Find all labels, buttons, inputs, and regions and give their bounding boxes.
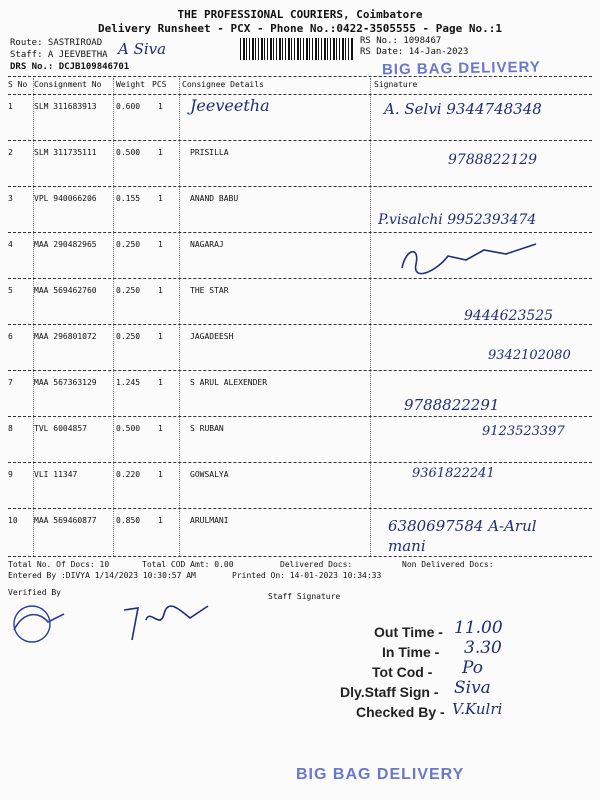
row-consignee: NAGARAJ — [190, 240, 224, 249]
row-pcs: 1 — [158, 424, 163, 433]
row-sno: 10 — [8, 516, 18, 525]
row-consignment: TVL 6004857 — [34, 424, 87, 433]
row-weight: 0.500 — [116, 424, 141, 433]
row-weight: 0.155 — [116, 194, 141, 203]
row-consignee: S RUBAN — [190, 424, 224, 433]
row-consignment: MAA 569460877 — [34, 516, 97, 525]
dly-staff-label: Dly.Staff Sign - — [340, 684, 439, 700]
total-cod: Total COD Amt: 0.00 — [142, 560, 234, 569]
row-divider — [8, 462, 592, 463]
row-divider — [8, 324, 592, 325]
row-consignment: MAA 569462760 — [34, 286, 97, 295]
row-pcs: 1 — [158, 516, 163, 525]
row-signature: 9788822129 — [448, 152, 538, 168]
table-row — [8, 328, 592, 372]
row-weight: 0.220 — [116, 470, 141, 479]
out-time-value: 11.00 — [454, 618, 503, 638]
entered-by: Entered By :DIVYA 1/14/2023 10:30:57 AM — [8, 571, 196, 580]
row-pcs: 1 — [158, 378, 163, 387]
row-consignee: JAGADEESH — [190, 332, 234, 341]
row-signature: A. Selvi 9344748348 — [384, 100, 542, 118]
staff-label: Staff: A JEEVBETHA — [10, 50, 108, 60]
row-sno: 7 — [8, 378, 13, 387]
row-weight: 0.600 — [116, 102, 141, 111]
row-weight: 0.850 — [116, 516, 141, 525]
row-sno: 9 — [8, 470, 13, 479]
bottom-delivery-stamp: BIG BAG DELIVERY — [296, 766, 465, 783]
col-signature: Signature — [374, 80, 418, 89]
verified-by: Verified By — [8, 588, 61, 597]
total-docs: Total No. Of Docs: 10 — [8, 560, 110, 569]
delivery-stamp: BIG BAG DELIVERY — [381, 58, 541, 79]
row-divider — [8, 278, 592, 279]
row-signature: 9788822291 — [404, 396, 500, 414]
col-pcs: PCS — [152, 80, 167, 89]
row-pcs: 1 — [158, 102, 163, 111]
row-pcs: 1 — [158, 286, 163, 295]
table-row — [8, 466, 592, 510]
printed-on: Printed On: 14-01-2023 10:34:33 — [232, 571, 382, 580]
total-cod-value: Po — [462, 658, 483, 678]
staff-handwritten: A Siva — [118, 40, 167, 58]
row-sno: 1 — [8, 102, 13, 111]
row-sno: 5 — [8, 286, 13, 295]
checked-by-label: Checked By - — [356, 704, 445, 720]
row-divider — [8, 370, 592, 371]
table-row — [8, 98, 592, 142]
rs-date: RS Date: 14-Jan-2023 — [360, 47, 469, 57]
row-consignee: S ARUL ALEXENDER — [190, 378, 268, 387]
row-sno: 4 — [8, 240, 13, 249]
row-consignee: GOWSALYA — [190, 470, 229, 479]
row-pcs: 1 — [158, 240, 163, 249]
row-consignment: MAA 290482965 — [34, 240, 97, 249]
row-weight: 1.245 — [116, 378, 141, 387]
delivered-docs: Delivered Docs: — [280, 560, 353, 569]
company-name: THE PROFESSIONAL COURIERS, Coimbatore — [177, 8, 423, 21]
table-row — [8, 144, 592, 188]
row-weight: 0.500 — [116, 148, 141, 157]
row-pcs: 1 — [158, 148, 163, 157]
row-signature: P.visalchi 9952393474 — [378, 212, 537, 228]
row-signature: 6380697584 A-Arul mani — [388, 517, 537, 555]
header-divider — [8, 76, 592, 77]
row-consignee: ARULMANI — [190, 516, 229, 525]
row-weight: 0.250 — [116, 332, 141, 341]
route-label: Route: SASTRIROAD — [10, 38, 103, 48]
row-consignment: MAA 296801072 — [34, 332, 97, 341]
row-sno: 3 — [8, 194, 13, 203]
row-pcs: 1 — [158, 194, 163, 203]
dly-staff-value: Siva — [454, 678, 491, 698]
table-row — [8, 420, 592, 464]
barcode — [240, 38, 354, 60]
col-weight: Weight — [116, 80, 145, 89]
row-weight: 0.250 — [116, 240, 141, 249]
row-divider — [8, 416, 592, 417]
row-sno: 8 — [8, 424, 13, 433]
header-divider-bottom — [8, 94, 592, 95]
checked-by-value: V.Kulri — [452, 700, 503, 718]
table-row — [8, 282, 592, 326]
row-sno: 2 — [8, 148, 13, 157]
table-row — [8, 190, 592, 234]
row-signature-scribble — [396, 238, 556, 278]
row-signature: 9342102080 — [488, 348, 571, 363]
row-consignment: MAA 567363129 — [34, 378, 97, 387]
row-weight: 0.250 — [116, 286, 141, 295]
in-time-label: In Time - — [382, 644, 440, 660]
drs-number: DRS No.: DCJB109846701 — [10, 62, 130, 72]
row-consignment: SLM 311735111 — [34, 148, 97, 157]
non-delivered-docs: Non Delivered Docs: — [402, 560, 494, 569]
in-time-value: 3.30 — [464, 638, 502, 658]
out-time-label: Out Time - — [374, 624, 443, 640]
row-consignment: SLM 311683913 — [34, 102, 97, 111]
staff-signature-label: Staff Signature — [268, 592, 341, 601]
row-sno: 6 — [8, 332, 13, 341]
table-row — [8, 512, 592, 556]
row-pcs: 1 — [158, 332, 163, 341]
total-cod-label: Tot Cod - — [372, 664, 433, 680]
row-consignee: THE STAR — [190, 286, 229, 295]
runsheet-title: Delivery Runsheet - PCX - Phone No.:0422-3505555 - Page No.:1 — [98, 22, 502, 35]
row-divider — [8, 232, 592, 233]
row-consignee: PRISILLA — [190, 148, 229, 157]
row-consignment: VLI 11347 — [34, 470, 78, 479]
row-signature: 9444623525 — [464, 308, 554, 324]
table-row — [8, 374, 592, 418]
row-consignment: VPL 940066206 — [34, 194, 97, 203]
row-signature: 9123523397 — [482, 424, 565, 439]
table-bottom-divider — [8, 556, 592, 557]
verified-seal — [4, 600, 74, 646]
col-consignment: Consignment No — [34, 80, 102, 89]
table-header — [8, 80, 592, 94]
row-consignee: Jeeveetha — [190, 96, 270, 115]
rs-number: RS No.: 1098467 — [360, 36, 442, 46]
verified-signature — [120, 600, 220, 646]
row-divider — [8, 140, 592, 141]
row-pcs: 1 — [158, 470, 163, 479]
row-divider — [8, 508, 592, 509]
row-divider — [8, 186, 592, 187]
col-sno: S No — [8, 80, 28, 89]
row-signature: 9361822241 — [412, 466, 495, 481]
row-consignee: ANAND BABU — [190, 194, 239, 203]
col-consignee: Consignee Details — [182, 80, 264, 89]
